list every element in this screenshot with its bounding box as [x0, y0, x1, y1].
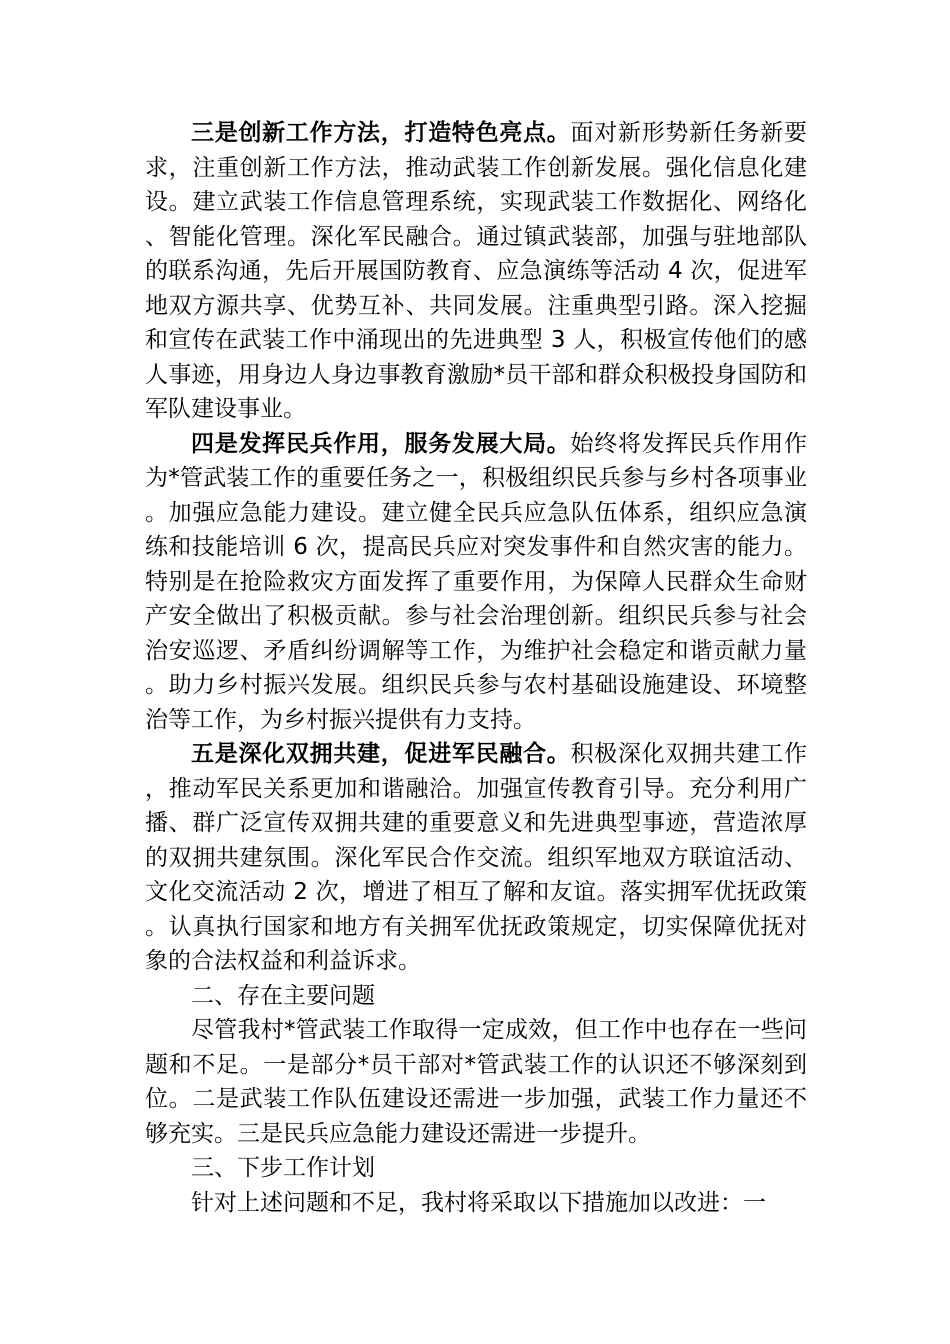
paragraph-lead: 五是深化双拥共建，促进军民融合。 [191, 741, 571, 767]
paragraph-innovation [145, 116, 807, 427]
paragraph-body: 面对新形势新任务新要求，注重创新工作方法，推动武装工作创新发展。强化信息化建设。建立武装工作信息管理系统，实现武装工作数据化、网络化、智能化管理。深化军民融合。通过镇武装部，加强与驻地部队的联系沟通，先后开展国防教育、应急演练等活动 4 次，促进军地双方源共享、优势互补、共同发展。注重典型引路。深入挖掘和宣传在武装工作中涌现出的先进典型 3 人，积极宣传他们的感人事迹，用身边人身边事教育激励*员干部和群众积极投身国防和军队建设事业。 [145, 120, 808, 422]
paragraph-double-support [145, 737, 807, 979]
paragraph-problems: 尽管我村*管武装工作取得一定成效，但工作中也存在一些问题和不足。一是部分*员干部对*管武装工作的认识还不够深刻到位。二是武装工作队伍建设还需进一步加强，武装工作力量还不够充实。三是民兵应急能力建设还需进一步提升。 [145, 1017, 807, 1147]
paragraph-body: 始终将发挥民兵作用作为*管武装工作的重要任务之一，积极组织民兵参与乡村各项事业。加强应急能力建设。建立健全民兵应急队伍体系，组织应急演练和技能培训 6 次，提高民兵应对突发事件和自然灾害的能力。特别是在抢险救灾方面发挥了重要作用，为保障人民群众生命财产安全做出了积极贡献。参与社会治理创新。组织民兵参与社会治安巡逻、矛盾纠纷调解等工作，为维护社会稳定和谐贡献力量。助力乡村振兴发展。组织民兵参与农村基础设施建设、环境整治等工作，为乡村振兴提供有力支持。 [145, 430, 808, 733]
document-page [145, 116, 807, 1220]
paragraph-body: 积极深化双拥共建工作，推动军民关系更加和谐融洽。加强宣传教育引导。充分利用广播、群广泛宣传双拥共建的重要意义和先进典型事迹，营造浓厚的双拥共建氛围。深化军民合作交流。组织军地双方联谊活动、文化交流活动 2 次，增进了相互了解和友谊。落实拥军优抚政策。认真执行国家和地方有关拥军优抚政策规定，切实保障优抚对象的合法权益和利益诉求。 [145, 741, 808, 974]
paragraph-lead: 三是创新工作方法，打造特色亮点。 [191, 120, 571, 146]
section-heading-problems: 二、存在主要问题 [191, 982, 375, 1009]
paragraph-militia [145, 427, 807, 738]
section-heading-plan: 三、下步工作计划 [191, 1155, 375, 1181]
paragraph-lead: 四是发挥民兵作用，服务发展大局。 [191, 430, 571, 457]
paragraph-plan: 针对上述问题和不足，我村将采取以下措施加以改进：一 [191, 1189, 766, 1216]
